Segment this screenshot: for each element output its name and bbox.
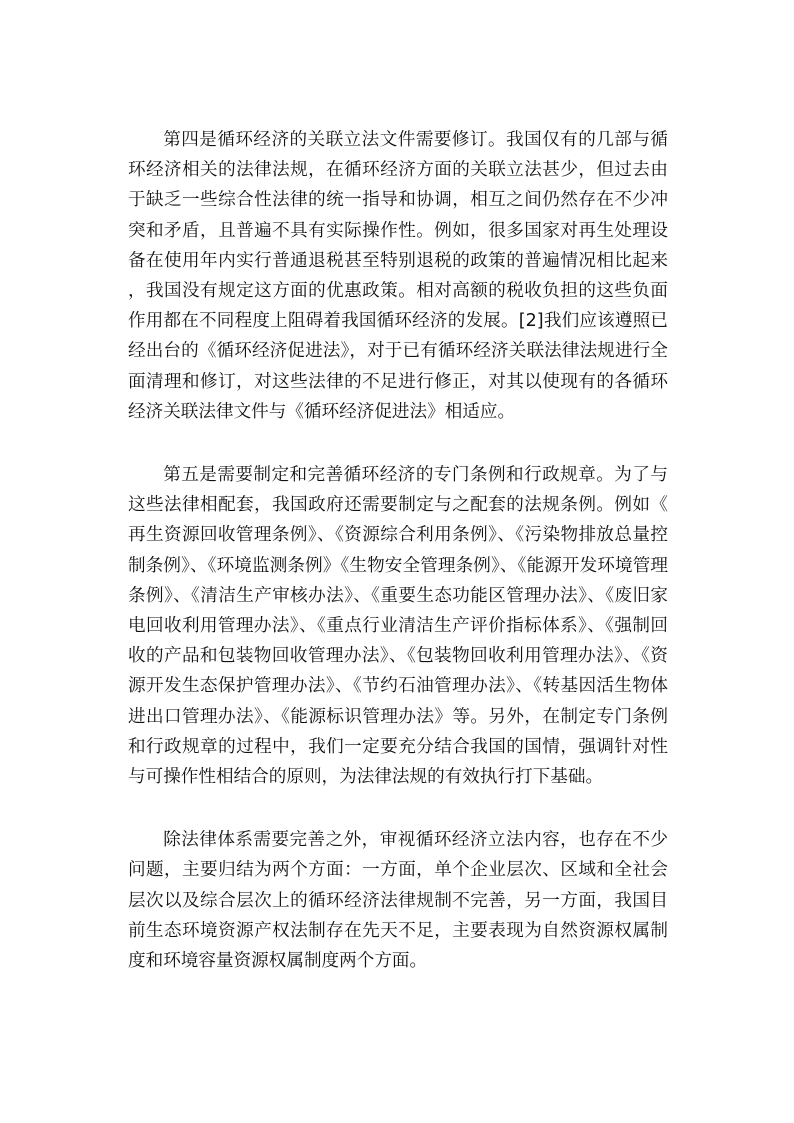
paragraph-legislative-content-problems: 除法律体系需要完善之外，审视循环经济立法内容，也存在不少问题，主要归结为两个方面：一方面，单个企业层次、区域和全社会层次以及综合层次上的循环经济法律规制不完善，另一方面，我国目前生态环境资源产权法制存在先天不足，主要表现为自然资源权属制度和环境容量资源权属制度两个方面。 — [128, 830, 668, 972]
paragraph-special-regulations: 第五是需要制定和完善循环经济的专门条例和行政规章。为了与这些法律相配套，我国政府还需要制定与之配套的法规条例。例如《再生资源回收管理条例》、《资源综合利用条例》、《污染物排放总量控制条例》、《环境监测条例》《生物安全管理条例》、《能源开发环境管理条例》、《清洁生产审核办法》、《重要生态功能区管理办法》、《废旧家电回收利用管理办法》、《重点行业清洁生产评价指标体系》、《强制回收的产品和包装物回收管理办法》、《包装物回收利用管理办法》、《资源开发生态保护管理办法》、《节约石油管理办法》、《转基因活生物体进出口管理办法》、《能源标识管理办法》等。另外，在制定专门条例和行政规章的过程中，我们一定要充分结合我国的国情，强调针对性与可操作性相结合的原则，为法律法规的有效执行打下基础。 — [128, 465, 668, 788]
document-page — [128, 125, 668, 1009]
paragraph-revision-of-related-legislation: 第四是循环经济的关联立法文件需要修订。我国仅有的几部与循环经济相关的法律法规，在循环经济方面的关联立法甚少，但过去由于缺乏一些综合性法律的统一指导和协调，相互之间仍然存在不少冲突和矛盾，且普遍不具有实际操作性。例如，很多国家对再生处理设备在使用年内实行普通退税甚至特别退税的政策的普遍情况相比起来，我国没有规定这方面的优惠政策。相对高额的税收负担的这些负面作用都在不同程度上阻碍着我国循环经济的发展。[2]我们应该遵照已经出台的《循环经济促进法》，对于已有循环经济关联法律法规进行全面清理和修订，对这些法律的不足进行修正，对其以使现有的各循环经济关联法律文件与《循环经济促进法》相适应。 — [128, 130, 668, 422]
